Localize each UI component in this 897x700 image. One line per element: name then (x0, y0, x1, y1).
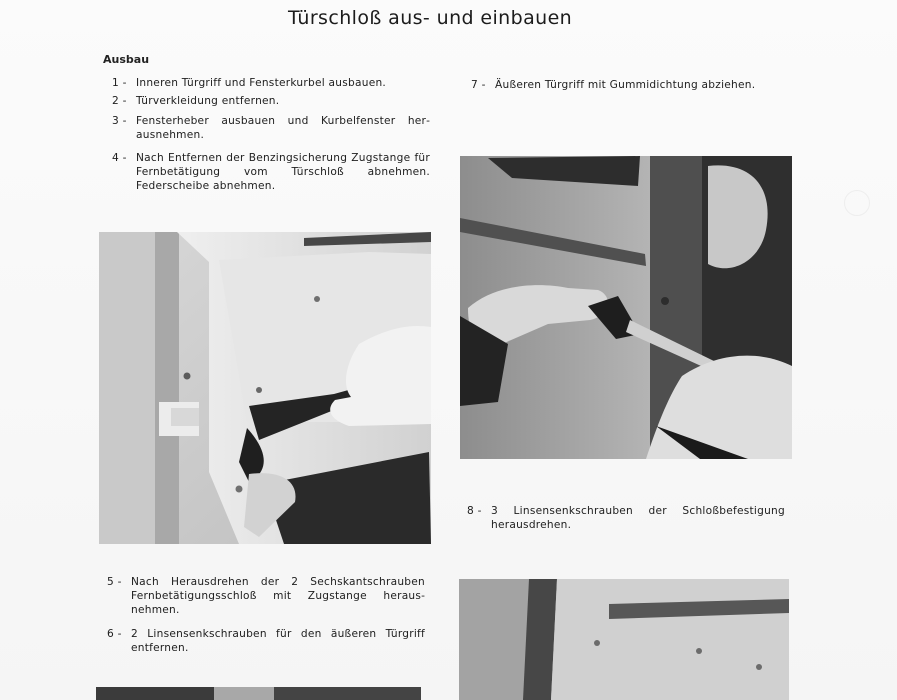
step-number: 8 - (467, 505, 482, 517)
step-text: 2 Linsensenkschrauben für den äußeren Türgriff entfernen. (131, 628, 425, 654)
step-text: 3 Linsensenkschrauben der Schloßbefestigung herausdrehen. (491, 505, 785, 531)
step-6 (107, 627, 425, 655)
step-7 (471, 78, 789, 92)
step-5 (107, 575, 425, 617)
page-blemish (844, 190, 870, 216)
step-4 (112, 151, 430, 193)
step-2 (112, 94, 430, 108)
step-number: 7 - (471, 79, 486, 91)
step-text: Äußeren Türgriff mit Gummidichtung abziehen. (495, 79, 756, 91)
photo-outer-handle-removal-image (460, 156, 792, 459)
photo-remote-lock (96, 687, 421, 700)
step-3 (112, 114, 430, 142)
step-8 (467, 504, 785, 532)
step-number: 3 - (112, 115, 127, 127)
step-1 (112, 76, 430, 90)
step-text: Nach Herausdrehen der 2 Sechskantschrauben Fernbetätigungsschloß mit Zugstange herausnehmen. (131, 576, 425, 616)
photo-door-interior-image (99, 232, 431, 544)
photo-lock-fastening (459, 579, 789, 700)
photo-outer-handle-removal (460, 156, 792, 459)
step-number: 5 - (107, 576, 122, 588)
step-text: Inneren Türgriff und Fensterkurbel ausbauen. (136, 77, 387, 89)
photo-remote-lock-image (96, 687, 421, 700)
step-number: 4 - (112, 152, 127, 164)
step-text: Nach Entfernen der Benzingsicherung Zugstange für Fernbetätigung vom Türschloß abnehmen. Federscheibe abnehmen. (136, 152, 430, 192)
photo-door-interior (99, 232, 431, 544)
step-text: Türverkleidung entfernen. (136, 95, 280, 107)
step-text: Fensterheber ausbauen und Kurbelfenster herausnehmen. (136, 115, 430, 141)
step-number: 1 - (112, 77, 127, 89)
section-heading: Ausbau (103, 53, 150, 66)
photo-lock-fastening-image (459, 579, 789, 700)
step-number: 2 - (112, 95, 127, 107)
step-number: 6 - (107, 628, 122, 640)
page-title: Türschloß aus- und einbauen (288, 7, 573, 29)
